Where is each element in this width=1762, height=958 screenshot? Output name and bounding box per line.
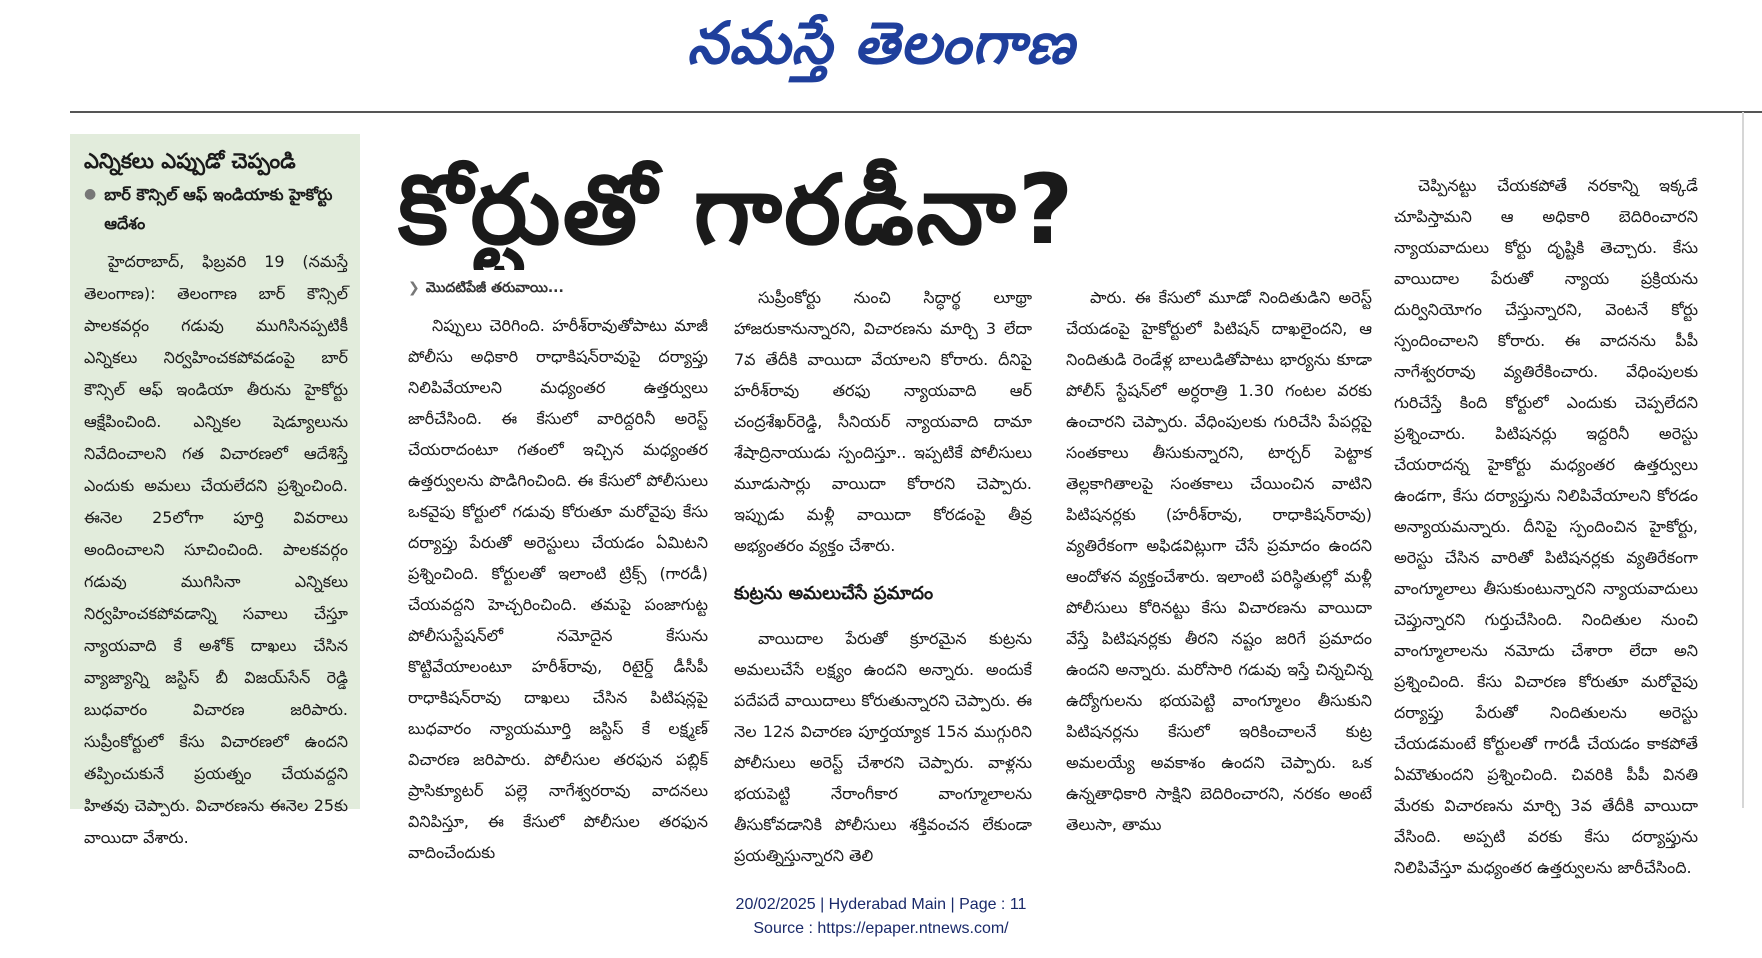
- footer-source: Source : https://epaper.ntnews.com/: [753, 920, 1009, 937]
- page-edge-divider: [1742, 112, 1744, 808]
- article-paragraph: వాయిదాల పేరుతో క్రూరమైన కుట్రను అమలుచేసే లక్ష్యం ఉందని అన్నారు. అందుకే పదేపదే వాయిదాలు కోరుతున్నారని చెప్పారు. ఈ నెల 12న విచారణ పూర్తయ్యాక 15న ముగ్గురిని పోలీసులు అరెస్ట్‌ చేశారని చెప్పారు. వాళ్లను భయపెట్టి నేరాంగీకార వాంగ్మూలాలను తీసుకోవడానికి పోలీసులు శక్తివంచన లేకుండా ప్రయత్నిస్తున్నారని తెలి: [734, 629, 1032, 865]
- chevron-right-icon: ❯: [408, 280, 420, 296]
- article-column-1: [408, 310, 708, 868]
- article-paragraph: చెప్పినట్టు చేయకపోతే నరకాన్ని ఇక్కడే చూపిస్తామని ఆ అధికారి బెదిరించారని న్యాయవాదులు కోర్టు దృష్టికి తెచ్చారు. కేసు వాయిదాల పేరుతో న్యాయ ప్రక్రియను దుర్వినియోగం చేస్తున్నారని, వెంటనే కోర్టు స్పందించాలని కోరారు. ఈ వాదనను పీపీ నాగేశ్వరరావు వ్యతిరేకించారు. వేధింపులకు గురిచేస్తే కింది కోర్టులో ఎందుకు చెప్పలేదని ప్రశ్నించారు. పిటిషనర్లు ఇద్దరినీ అరెస్టు చేయరాదన్న హైకోర్టు మధ్యంతర ఉత్తర్వులు ఉండగా, కేసు దర్యాప్తును నిలిపివేయాలని కోరడం అన్యాయమన్నారు. దీనిపై స్పందించిన హైకోర్టు, అరెస్టు చేసిన వారితో పిటిషనర్లకు వ్యతిరేకంగా వాంగ్మూలాలు తీసుకుంటున్నారని న్యాయవాదులు చెప్తున్నారని గుర్తుచేసింది. నిందితుల నుంచి వాంగ్మూలాలను నమోదు చేశారా లేదా అని ప్రశ్నించింది. కేసు విచారణ కోరుతూ మరోవైపు దర్యాప్తు పేరుతో నిందితులను అరెస్టు చేయడమంటే కోర్టులతో గారడీ చేయడం కాకపోతే ఏమౌతుందని ప్రశ్నించింది. చివరికి పీపీ వినతి మేరకు విచారణను మార్చి 3వ తేదీకి వాయిదా వేసింది. అప్పటి వరకు కేసు దర్యాప్తును నిలిపివేస్తూ మధ్యంతర ఉత్తర్వులను జారీచేసింది.: [1394, 176, 1698, 877]
- continuation-label: [408, 278, 728, 298]
- footer-date-edition: 20/02/2025 | Hyderabad Main | Page : 11: [735, 896, 1027, 913]
- article-column-2: [734, 282, 1032, 871]
- sidebar-subheading: బార్‌ కౌన్సిల్‌ ఆఫ్‌ ఇండియాకు హైకోర్టు ఆదేశం: [104, 185, 333, 233]
- sidebar-heading: ఎన్నికలు ఎప్పుడో చెప్పండి: [84, 149, 296, 173]
- bullet-icon: ●: [84, 186, 97, 202]
- article-paragraph: సుప్రీంకోర్టు నుంచి సిద్ధార్థ లూథ్రా హాజరుకానున్నారని, విచారణను మార్చి 3 లేదా 7వ తేదీకి వాయిదా వేయాలని కోరారు. దీనిపై హరీశ్‌రావు తరఫు న్యాయవాది ఆర్‌ చంద్రశేఖర్‌రెడ్డి, సీనియర్‌ న్యాయవాది దామా శేషాద్రినాయుడు స్పందిస్తూ.. ఇప్పటికే పోలీసులు మూడుసార్లు వాయిదా కోరారని చెప్పారు. ఇప్పుడు మళ్లీ వాయిదా కోరడంపై తీవ్ర అభ్యంతరం వ్యక్తం చేశారు.: [734, 288, 1032, 555]
- article-subheading: కుట్రను అమలుచేసే ప్రమాదం: [734, 583, 934, 604]
- article-paragraph: నిప్పులు చెరిగింది. హరీశ్‌రావుతోపాటు మాజీ పోలీసు అధికారి రాధాకిషన్‌రావుపై దర్యాప్తు నిలిపివేయాలని మధ్యంతర ఉత్తర్వులు జారీచేసింది. ఈ కేసులో వారిద్దరినీ అరెస్ట్‌ చేయరాదంటూ గతంలో ఇచ్చిన మధ్యంతర ఉత్తర్వులను పొడిగించింది. ఈ కేసులో పోలీసులు ఒకవైపు కోర్టులో గడువు కోరుతూ మరోవైపు కేసు దర్యాప్తు పేరుతో అరెస్టులు చేయడం ఏమిటని ప్రశ్నించింది. కోర్టులతో ఇలాంటి ట్రిక్స్‌ (గారడీ) చేయవద్దని హెచ్చరించింది. తమపై పంజాగుట్ట పోలీసుస్టేషన్‌లో నమోదైన కేసును కొట్టివేయాలంటూ హరీశ్‌రావు, రిటైర్డ్‌ డీసీపీ రాధాకిషన్‌రావు దాఖలు చేసిన పిటిషన్లపై బుధవారం న్యాయమూర్తి జస్టిస్‌ కే లక్ష్మణ్‌ విచారణ జరిపారు. పోలీసుల తరఫున పబ్లిక్‌ ప్రాసిక్యూటర్‌ పల్లె నాగేశ్వరరావు వాదనలు వినిపిస్తూ, ఈ కేసులో పోలీసుల తరఫున వాదించేందుకు: [408, 316, 708, 862]
- sidebar-body: హైదరాబాద్‌, ఫిబ్రవరి 19 (నమస్తే తెలంగాణ): తెలంగాణ బార్‌ కౌన్సిల్‌ పాలకవర్గం గడువు ముగిసినప్పటికీ ఎన్నికలు నిర్వహించకపోవడంపై బార్‌ కౌన్సిల్‌ ఆఫ్‌ ఇండియా తీరును హైకోర్టు ఆక్షేపించింది. ఎన్నికల షెడ్యూలును నివేదించాలని గత విచారణలో ఆదేశిస్తే ఎందుకు అమలు చేయలేదని ప్రశ్నించింది. ఈనెల 25లోగా పూర్తి వివరాలు అందించాలని సూచించింది. పాలకవర్గం గడువు ముగిసినా ఎన్నికలు నిర్వహించకపోవడాన్ని సవాలు చేస్తూ న్యాయవాది కే అశోక్‌ దాఖలు చేసిన వ్యాజ్యాన్ని జస్టిస్‌ బీ విజయ్‌సేన్‌ రెడ్డి బుధవారం విచారణ జరిపారు. సుప్రీంకోర్టులో కేసు విచారణలో ఉందని తప్పించుకునే ప్రయత్నం చేయవద్దని హితవు చెప్పారు. విచారణను ఈనెల 25కు వాయిదా వేశారు.: [84, 252, 348, 847]
- article-paragraph: పారు. ఈ కేసులో మూడో నిందితుడిని అరెస్ట్‌ చేయడంపై హైకోర్టులో పిటిషన్‌ దాఖలైందని, ఆ నిందితుడి రెండేళ్ల బాలుడితోపాటు భార్యను కూడా పోలీస్‌ స్టేషన్‌లో అర్ధరాత్రి 1.30 గంటల వరకు ఉంచారని చెప్పారు. వేధింపులకు గురిచేసి పేపర్లపై సంతకాలు తీసుకున్నారని, టార్చర్‌ పెట్టాక తెల్లకాగితాలపై సంతకాలు చేయించిన వాటిని పిటిషనర్లకు (హరీశ్‌రావు, రాధాకిషన్‌రావు) వ్యతిరేకంగా అఫిడవిట్లుగా చేసే ప్రమాదం ఉందని ఆందోళన వ్యక్తంచేశారు. ఇలాంటి పరిస్థితుల్లో మళ్లీ పోలీసులు కోరినట్టు కేసు విచారణను వాయిదా వేస్తే పిటిషనర్లకు తీరని నష్టం జరిగే ప్రమాదం ఉందని అన్నారు. మరోసారి గడువు ఇస్తే చిన్నచిన్న ఉద్యోగులను భయపెట్టి వాంగ్మూలం తీసుకుని పిటిషనర్లను కేసులో ఇరికించాలనే కుట్ర అమలయ్యే అవకాశం ఉందని చెప్పారు. ఒక ఉన్నతాధికారి సాక్షిని బెదిరించారని, నరకం అంటే తెలుసా, తాము: [1066, 288, 1372, 834]
- article-column-3: [1066, 282, 1372, 840]
- article-headline: కోర్టుతో గారడీనా?: [398, 154, 1076, 266]
- masthead-logo: నమస్తే తెలంగాణ: [687, 9, 1075, 77]
- header-divider: [70, 111, 1762, 113]
- sidebar-subheading-row: [84, 180, 348, 238]
- continuation-text: మొదటిపేజీ తరువాయి...: [425, 280, 564, 296]
- sidebar-news-box: [70, 134, 360, 847]
- article-column-4: [1394, 170, 1698, 883]
